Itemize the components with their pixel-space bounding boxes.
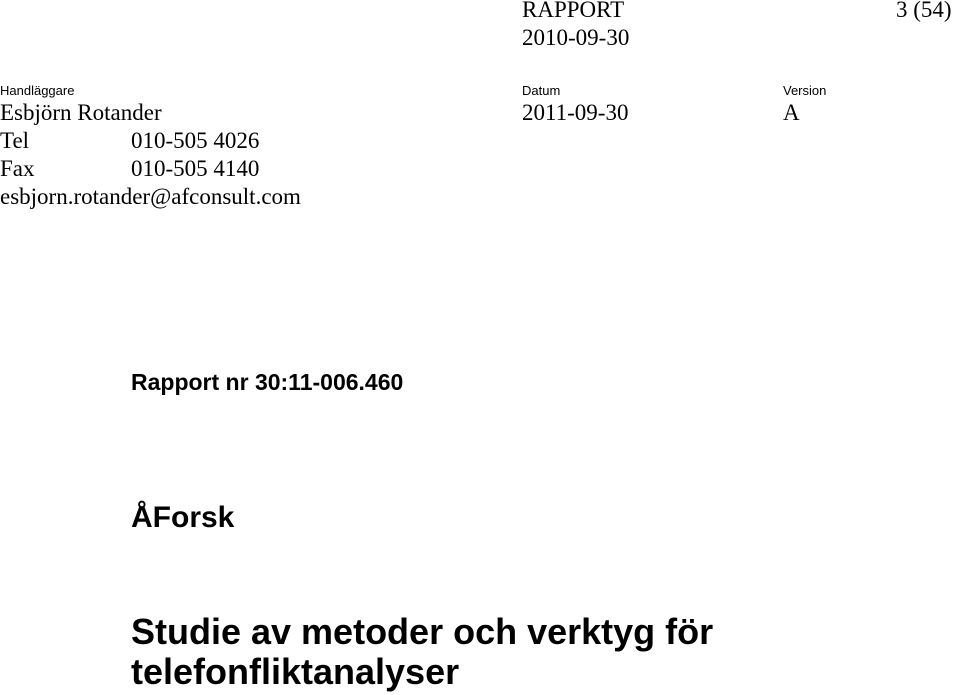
fax-number: 010-505 4140: [131, 156, 260, 181]
handler-name: Esbjörn Rotander: [0, 100, 162, 125]
program-name: ÅForsk: [131, 501, 235, 534]
tel-label: Tel: [0, 128, 30, 153]
report-title-line-1: Studie av metoder och verktyg för: [131, 611, 714, 652]
handler-label: Handläggare: [0, 83, 75, 98]
email-address[interactable]: esbjorn.rotander@afconsult.com: [0, 184, 301, 209]
date-value: 2011-09-30: [522, 100, 629, 125]
report-title: [131, 612, 713, 692]
page-number: 3 (54): [896, 0, 952, 22]
document-date: 2010-09-30: [522, 25, 630, 50]
version-label: Version: [783, 83, 827, 98]
date-label: Datum: [522, 83, 561, 98]
version-value: A: [783, 100, 800, 125]
report-number: Rapport nr 30:11-006.460: [131, 369, 404, 395]
document-type: RAPPORT: [522, 0, 625, 22]
tel-number: 010-505 4026: [131, 128, 260, 153]
fax-label: Fax: [0, 156, 35, 181]
report-title-line-2: telefonfliktanalyser: [131, 651, 460, 692]
